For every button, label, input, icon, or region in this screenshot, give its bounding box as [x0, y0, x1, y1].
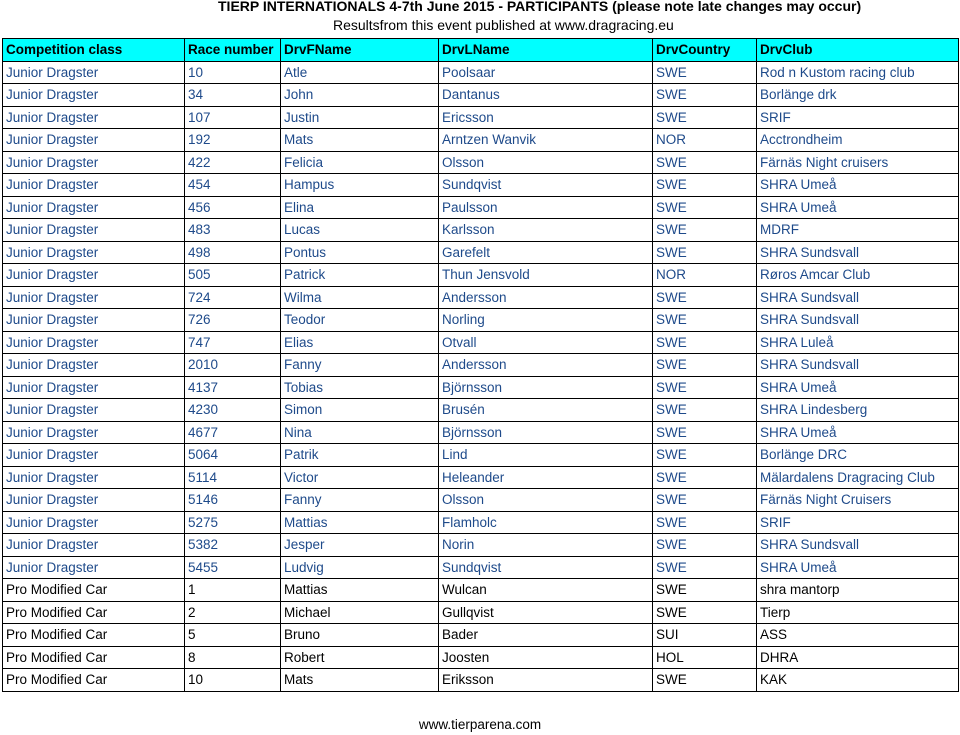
table-cell: SWE — [653, 556, 757, 579]
table-cell: Patrik — [281, 444, 439, 467]
table-cell: SWE — [653, 241, 757, 264]
table-cell: Jesper — [281, 534, 439, 557]
table-cell: 5 — [185, 624, 281, 647]
table-cell: Garefelt — [439, 241, 653, 264]
table-cell: Mälardalens Dragracing Club — [757, 466, 959, 489]
table-row — [3, 579, 959, 602]
table-cell: SWE — [653, 286, 757, 309]
table-cell: Tobias — [281, 376, 439, 399]
table-cell: Nina — [281, 421, 439, 444]
table-cell: Norling — [439, 309, 653, 332]
table-cell: SWE — [653, 61, 757, 84]
table-cell: Michael — [281, 601, 439, 624]
table-cell: SWE — [653, 489, 757, 512]
table-cell: SRIF — [757, 511, 959, 534]
table-row — [3, 129, 959, 152]
table-cell: 5455 — [185, 556, 281, 579]
table-cell: Björnsson — [439, 421, 653, 444]
table-row — [3, 106, 959, 129]
table-cell: Rod n Kustom racing club — [757, 61, 959, 84]
table-row — [3, 601, 959, 624]
table-cell: Flamholc — [439, 511, 653, 534]
table-row — [3, 174, 959, 197]
table-row — [3, 399, 959, 422]
table-cell: 5064 — [185, 444, 281, 467]
table-cell: Sundqvist — [439, 174, 653, 197]
table-cell: 483 — [185, 219, 281, 242]
table-cell: 5146 — [185, 489, 281, 512]
table-cell: Andersson — [439, 286, 653, 309]
table-cell: SWE — [653, 219, 757, 242]
column-header: Competition class — [3, 39, 185, 62]
table-cell: Junior Dragster — [3, 241, 185, 264]
table-cell: SWE — [653, 511, 757, 534]
table-cell: ASS — [757, 624, 959, 647]
table-cell: Björnsson — [439, 376, 653, 399]
table-row — [3, 556, 959, 579]
column-header: DrvFName — [281, 39, 439, 62]
table-cell: SWE — [653, 309, 757, 332]
table-cell: Pro Modified Car — [3, 579, 185, 602]
table-cell: Felicia — [281, 151, 439, 174]
table-cell: Junior Dragster — [3, 264, 185, 287]
table-cell: SHRA Umeå — [757, 196, 959, 219]
table-cell: Lind — [439, 444, 653, 467]
table-row — [3, 241, 959, 264]
table-cell: Junior Dragster — [3, 151, 185, 174]
table-cell: 4230 — [185, 399, 281, 422]
table-cell: Junior Dragster — [3, 309, 185, 332]
table-cell: Sundqvist — [439, 556, 653, 579]
table-cell: Junior Dragster — [3, 444, 185, 467]
table-cell: SWE — [653, 669, 757, 692]
table-row — [3, 196, 959, 219]
table-cell: 498 — [185, 241, 281, 264]
table-cell: Teodor — [281, 309, 439, 332]
table-cell: Olsson — [439, 151, 653, 174]
table-row — [3, 376, 959, 399]
table-cell: SHRA Umeå — [757, 376, 959, 399]
table-cell: 10 — [185, 669, 281, 692]
table-cell: Fanny — [281, 489, 439, 512]
table-cell: SWE — [653, 151, 757, 174]
table-row — [3, 489, 959, 512]
table-cell: Mattias — [281, 579, 439, 602]
table-cell: shra mantorp — [757, 579, 959, 602]
table-cell: Robert — [281, 646, 439, 669]
table-cell: 192 — [185, 129, 281, 152]
table-cell: Junior Dragster — [3, 219, 185, 242]
table-row — [3, 669, 959, 692]
table-row — [3, 151, 959, 174]
table-header-row — [3, 39, 959, 62]
table-cell: Borlänge DRC — [757, 444, 959, 467]
table-cell: SWE — [653, 354, 757, 377]
table-row — [3, 444, 959, 467]
table-cell: Pro Modified Car — [3, 624, 185, 647]
table-cell: Pro Modified Car — [3, 646, 185, 669]
table-cell: Tierp — [757, 601, 959, 624]
table-cell: Junior Dragster — [3, 84, 185, 107]
table-cell: Bader — [439, 624, 653, 647]
table-cell: Junior Dragster — [3, 511, 185, 534]
table-cell: 5114 — [185, 466, 281, 489]
participants-table — [2, 38, 959, 692]
column-header: DrvLName — [439, 39, 653, 62]
table-cell: 34 — [185, 84, 281, 107]
table-cell: Wilma — [281, 286, 439, 309]
table-cell: SWE — [653, 601, 757, 624]
table-row — [3, 534, 959, 557]
table-cell: John — [281, 84, 439, 107]
table-row — [3, 511, 959, 534]
table-cell: Atle — [281, 61, 439, 84]
table-row — [3, 466, 959, 489]
table-row — [3, 331, 959, 354]
table-cell: 8 — [185, 646, 281, 669]
table-cell: 4137 — [185, 376, 281, 399]
table-cell: SWE — [653, 196, 757, 219]
table-row — [3, 286, 959, 309]
table-cell: Bruno — [281, 624, 439, 647]
table-cell: Junior Dragster — [3, 174, 185, 197]
table-cell: 726 — [185, 309, 281, 332]
table-cell: Borlänge drk — [757, 84, 959, 107]
table-cell: Junior Dragster — [3, 129, 185, 152]
footer-url: www.tierparena.com — [418, 717, 542, 732]
table-cell: Fanny — [281, 354, 439, 377]
table-cell: Dantanus — [439, 84, 653, 107]
table-cell: Färnäs Night Cruisers — [757, 489, 959, 512]
table-cell: MDRF — [757, 219, 959, 242]
table-cell: DHRA — [757, 646, 959, 669]
table-cell: SWE — [653, 106, 757, 129]
table-cell: Junior Dragster — [3, 466, 185, 489]
table-cell: 4677 — [185, 421, 281, 444]
table-cell: Junior Dragster — [3, 421, 185, 444]
table-cell: SWE — [653, 174, 757, 197]
table-cell: 2010 — [185, 354, 281, 377]
table-cell: Eriksson — [439, 669, 653, 692]
table-cell: 456 — [185, 196, 281, 219]
table-cell: Junior Dragster — [3, 399, 185, 422]
table-cell: Junior Dragster — [3, 489, 185, 512]
table-cell: Pro Modified Car — [3, 669, 185, 692]
table-cell: Justin — [281, 106, 439, 129]
table-cell: Olsson — [439, 489, 653, 512]
table-cell: Junior Dragster — [3, 354, 185, 377]
table-cell: Andersson — [439, 354, 653, 377]
table-cell: Otvall — [439, 331, 653, 354]
table-cell: SWE — [653, 84, 757, 107]
page-subtitle: Resultsfrom this event published at www.dragracing.eu — [333, 17, 674, 33]
table-cell: Simon — [281, 399, 439, 422]
table-cell: SHRA Lindesberg — [757, 399, 959, 422]
table-cell: Junior Dragster — [3, 534, 185, 557]
table-cell: Karlsson — [439, 219, 653, 242]
column-header: DrvCountry — [653, 39, 757, 62]
table-cell: Poolsaar — [439, 61, 653, 84]
table-row — [3, 421, 959, 444]
table-cell: Pro Modified Car — [3, 601, 185, 624]
table-cell: Wulcan — [439, 579, 653, 602]
table-cell: 454 — [185, 174, 281, 197]
table-cell: SWE — [653, 534, 757, 557]
table-cell: Gullqvist — [439, 601, 653, 624]
table-cell: Mattias — [281, 511, 439, 534]
table-cell: Patrick — [281, 264, 439, 287]
table-row — [3, 646, 959, 669]
table-cell: 107 — [185, 106, 281, 129]
table-cell: 505 — [185, 264, 281, 287]
table-cell: 5382 — [185, 534, 281, 557]
table-cell: NOR — [653, 129, 757, 152]
table-row — [3, 219, 959, 242]
table-cell: Junior Dragster — [3, 61, 185, 84]
table-cell: Ludvig — [281, 556, 439, 579]
table-cell: SHRA Umeå — [757, 174, 959, 197]
table-cell: Elias — [281, 331, 439, 354]
table-cell: Junior Dragster — [3, 376, 185, 399]
table-row — [3, 309, 959, 332]
table-cell: SHRA Luleå — [757, 331, 959, 354]
table-body — [3, 61, 959, 691]
table-cell: Mats — [281, 669, 439, 692]
table-cell: SWE — [653, 444, 757, 467]
table-cell: Ericsson — [439, 106, 653, 129]
column-header: DrvClub — [757, 39, 959, 62]
table-cell: SWE — [653, 376, 757, 399]
table-cell: 10 — [185, 61, 281, 84]
table-cell: Brusén — [439, 399, 653, 422]
table-cell: SHRA Umeå — [757, 421, 959, 444]
table-cell: Junior Dragster — [3, 556, 185, 579]
table-row — [3, 264, 959, 287]
table-row — [3, 61, 959, 84]
table-cell: Acctrondheim — [757, 129, 959, 152]
table-cell: HOL — [653, 646, 757, 669]
table-cell: SWE — [653, 399, 757, 422]
table-cell: 724 — [185, 286, 281, 309]
table-cell: SWE — [653, 331, 757, 354]
table-cell: 2 — [185, 601, 281, 624]
table-cell: SHRA Sundsvall — [757, 241, 959, 264]
table-cell: SHRA Umeå — [757, 556, 959, 579]
table-cell: Norin — [439, 534, 653, 557]
table-cell: Røros Amcar Club — [757, 264, 959, 287]
table-cell: 422 — [185, 151, 281, 174]
table-cell: Junior Dragster — [3, 106, 185, 129]
table-cell: SWE — [653, 466, 757, 489]
table-cell: Färnäs Night cruisers — [757, 151, 959, 174]
table-cell: Hampus — [281, 174, 439, 197]
table-cell: Junior Dragster — [3, 331, 185, 354]
table-cell: Lucas — [281, 219, 439, 242]
column-header: Race number — [185, 39, 281, 62]
table-cell: Arntzen Wanvik — [439, 129, 653, 152]
table-cell: SWE — [653, 421, 757, 444]
table-row — [3, 624, 959, 647]
table-cell: Pontus — [281, 241, 439, 264]
table-cell: SWE — [653, 579, 757, 602]
table-cell: KAK — [757, 669, 959, 692]
table-cell: Junior Dragster — [3, 196, 185, 219]
table-cell: Elina — [281, 196, 439, 219]
table-cell: SHRA Sundsvall — [757, 354, 959, 377]
table-cell: Joosten — [439, 646, 653, 669]
table-row — [3, 84, 959, 107]
table-cell: Junior Dragster — [3, 286, 185, 309]
table-cell: Heleander — [439, 466, 653, 489]
table-cell: Victor — [281, 466, 439, 489]
table-cell: Mats — [281, 129, 439, 152]
table-cell: SUI — [653, 624, 757, 647]
table-cell: 5275 — [185, 511, 281, 534]
table-cell: 1 — [185, 579, 281, 602]
table-cell: SRIF — [757, 106, 959, 129]
table-cell: Paulsson — [439, 196, 653, 219]
table-cell: SHRA Sundsvall — [757, 309, 959, 332]
table-cell: SHRA Sundsvall — [757, 534, 959, 557]
table-cell: NOR — [653, 264, 757, 287]
table-cell: 747 — [185, 331, 281, 354]
table-cell: SHRA Sundsvall — [757, 286, 959, 309]
table-cell: Thun Jensvold — [439, 264, 653, 287]
table-row — [3, 354, 959, 377]
page-title: TIERP INTERNATIONALS 4-7th June 2015 - PARTICIPANTS (please note late changes may occur) — [218, 0, 862, 14]
